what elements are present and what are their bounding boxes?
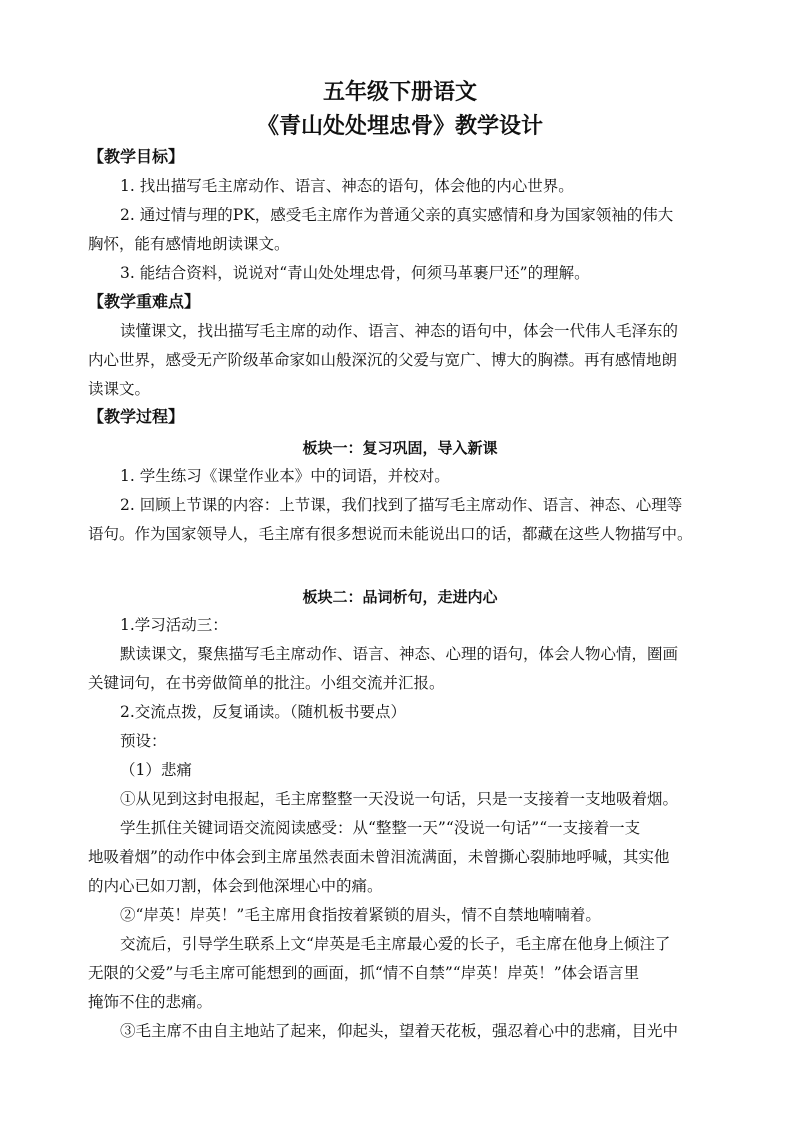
grade-title: 五年级下册语文 — [322, 80, 477, 105]
goal-2-line-1: 2. 通过情与理的PK，感受毛主席作为普通父亲的真实感情和身为国家领袖的伟大 — [120, 206, 674, 224]
lesson-title: 《青山处处埋忠骨》教学设计 — [256, 114, 543, 139]
comment-1-line-2: 地吸着烟”的动作中体会到主席虽然表面未曾泪流满面，未曾撕心裂肺地呼喊，其实他 — [88, 848, 670, 866]
activity-line-1: 默读课文，聚焦描写毛主席动作、语言、神态、心理的语句，体会人物心情，圈画 — [120, 645, 679, 663]
block1-heading: 板块一：复习巩固，导入新课 — [302, 439, 498, 457]
preset-label: 预设： — [120, 732, 167, 750]
quote-3: ③毛主席不由自主地站了起来，仰起头，望着天花板，强忍着心中的悲痛，目光中 — [120, 1022, 679, 1040]
activity-line-2: 关键词句，在书旁做简单的批注。小组交流并汇报。 — [88, 674, 445, 692]
block1-item-1: 1. 学生练习《课堂作业本》中的词语，并校对。 — [120, 467, 450, 485]
keypoints-line-1: 读懂课文，找出描写毛主席的动作、语言、神态的语句中，体会一代伟人毛泽东的 — [120, 322, 679, 340]
comment-2-line-3: 掩饰不住的悲痛。 — [88, 993, 213, 1011]
comment-2-line-2: 无限的父爱”与毛主席可能想到的画面，抓“情不自禁”“岸英！岸英！”体会语言里 — [88, 964, 640, 982]
block2-heading: 板块二：品词析句，走进内心 — [302, 588, 498, 606]
block1-item-2-line-1: 2. 回顾上节课的内容：上节课，我们找到了描写毛主席动作、语言、神态、心理等 — [120, 496, 683, 514]
goal-3: 3. 能结合资料，说说对“青山处处埋忠骨，何须马革裹尸还”的理解。 — [120, 264, 590, 282]
goals-heading: 【教学目标】 — [88, 147, 185, 166]
process-heading: 【教学过程】 — [88, 407, 185, 426]
exchange-line: 2.交流点拨，反复诵读。（随机板书要点） — [120, 703, 407, 721]
comment-2-line-1: 交流后，引导学生联系上文“岸英是毛主席最心爱的长子，毛主席在他身上倾注了 — [120, 935, 671, 953]
activity-label: 1.学习活动三： — [120, 616, 228, 634]
comment-1-line-3: 的内心已如刀割，体会到他深埋心中的痛。 — [88, 877, 383, 895]
goal-1: 1. 找出描写毛主席动作、语言、神态的语句，体会他的内心世界。 — [120, 177, 574, 195]
keypoints-heading: 【教学重难点】 — [88, 292, 201, 311]
quote-2: ②“岸英！岸英！”毛主席用食指按着紧锁的眉头，情不自禁地喃喃着。 — [120, 906, 601, 924]
grief-label: （1）悲痛 — [120, 761, 192, 779]
keypoints-line-3: 读课文。 — [88, 380, 151, 398]
goal-2-line-2: 胸怀，能有感情地朗读课文。 — [88, 235, 290, 253]
quote-1: ①从见到这封电报起，毛主席整整一天没说一句话，只是一支接着一支地吸着烟。 — [120, 790, 679, 808]
keypoints-line-2: 内心世界，感受无产阶级革命家如山般深沉的父爱与宽广、博大的胸襟。再有感情地朗 — [88, 351, 678, 369]
block1-item-2-line-2: 语句。作为国家领导人，毛主席有很多想说而未能说出口的话，都藏在这些人物描写中。 — [88, 525, 693, 543]
comment-1-line-1: 学生抓住关键词语交流阅读感受：从“整整一天”“没说一句话”“一支接着一支 — [120, 819, 641, 837]
